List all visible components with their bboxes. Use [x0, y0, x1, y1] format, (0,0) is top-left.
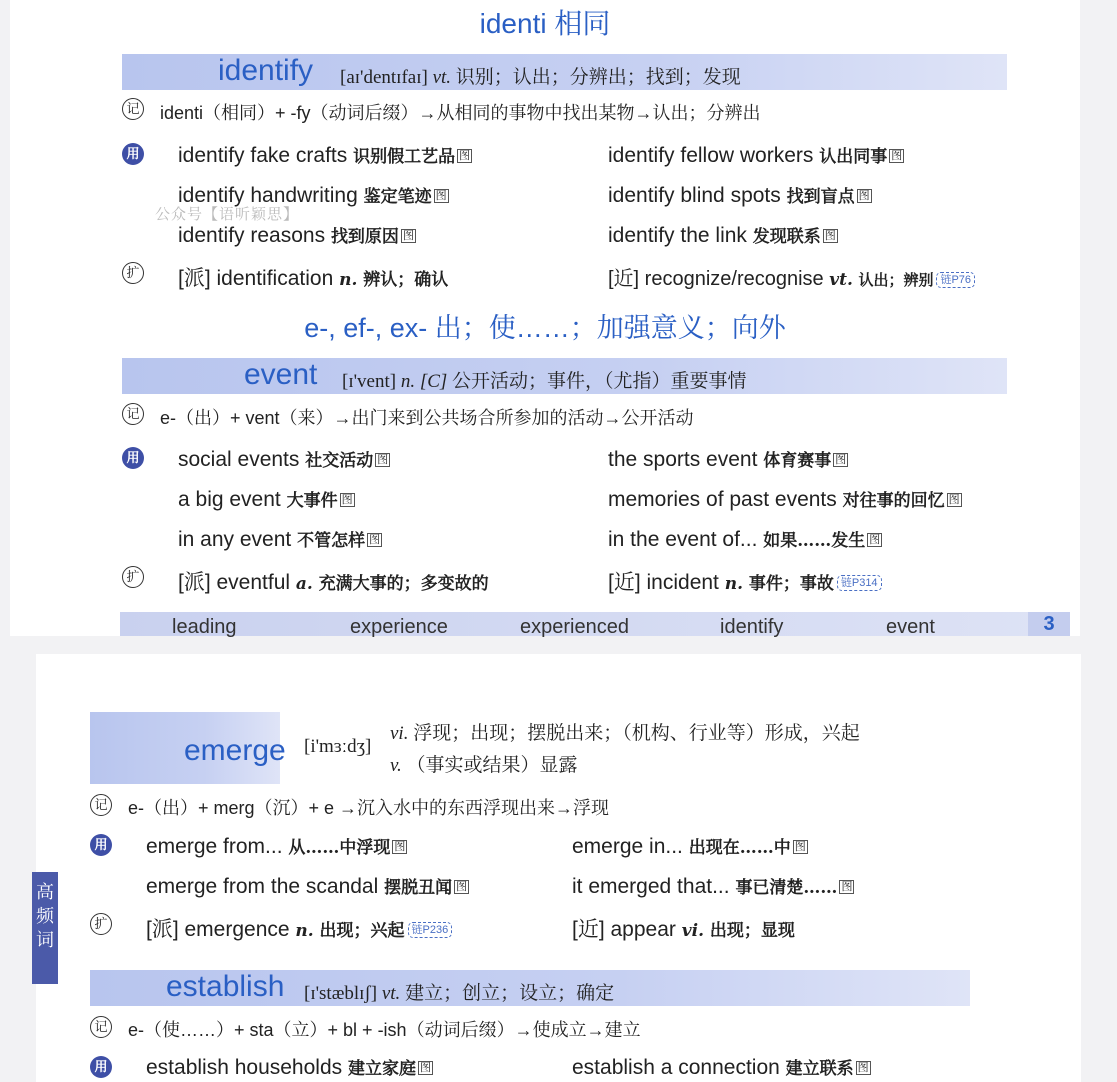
etymology-emerge: e-（出）+ merg（沉）+ e →沉入水中的东西浮现出来→浮现: [128, 798, 610, 818]
part-of-speech: v.: [390, 755, 402, 776]
phonetic: [ɪ'stæblɪʃ]: [304, 983, 378, 1004]
usage-item: identify blind spots 找到盲点 图: [608, 184, 870, 207]
identify-definition: [340, 62, 741, 89]
usage-item: emerge from... 从……中浮现 图: [146, 835, 406, 858]
side-tab-high-frequency: 高 频 词: [32, 872, 58, 984]
emerge-meaning-1: vi. 浮现；出现；摆脱出来；（机构、行业等）形成，兴起: [390, 722, 860, 744]
footer-word: identify: [720, 616, 784, 638]
headword-identify: identify: [218, 54, 314, 87]
footer-word: event: [886, 616, 935, 638]
headword-event: event: [244, 358, 318, 391]
near-synonym: [近] incident n. 事件；事故 链P314: [608, 566, 882, 596]
part-of-speech: n. [C]: [400, 371, 448, 392]
phonetic: [aɪ'dentɪfaɪ]: [340, 67, 428, 88]
memory-icon: 记: [122, 98, 144, 120]
usage-item: establish a connection 建立联系 图: [572, 1056, 869, 1079]
page-reference: 链P236: [408, 922, 453, 938]
usage-icon: 用: [90, 834, 112, 856]
page-reference: 链P76: [936, 272, 975, 288]
derived-word: [派] eventful a. 充满大事的；多变故的: [178, 571, 489, 594]
usage-item: a big event 大事件 图: [178, 488, 353, 511]
page-top: [10, 0, 1080, 636]
memory-icon: 记: [122, 403, 144, 425]
usage-item: identify reasons 找到原因 图: [178, 224, 414, 247]
part-of-speech: vt.: [432, 67, 452, 88]
meaning: 建立；创立；设立；确定: [405, 982, 615, 1004]
headword-emerge: emerge: [184, 734, 286, 767]
etymology-identify: identi（相同）+ -fy（动词后缀）→从相同的事物中找出某物→认出；分辨出: [160, 103, 761, 123]
footer-word: experience: [350, 616, 448, 638]
etymology-establish: e-（使……）+ sta（立）+ bl + -ish（动词后缀）→使成立→建立: [128, 1020, 641, 1040]
footer-word: leading: [172, 616, 237, 638]
usage-item: the sports event 体育赛事 图: [608, 448, 847, 471]
extension-icon: 扩: [90, 913, 112, 935]
meaning: 公开活动；事件，（尤指）重要事情: [452, 370, 747, 392]
extension-icon: 扩: [122, 262, 144, 284]
usage-item: memories of past events 对往事的回忆 图: [608, 488, 960, 511]
phonetic: [i'mɜːdʒ]: [304, 736, 372, 757]
event-definition: [342, 366, 747, 393]
usage-item: identify fellow workers 认出同事 图: [608, 144, 903, 167]
page-number: 3: [1028, 612, 1070, 636]
usage-item: emerge from the scandal 摆脱丑闻 图: [146, 875, 468, 898]
footer-word: experienced: [520, 616, 629, 638]
section-title-identi: identi 相同: [479, 8, 611, 39]
part-of-speech: vt.: [381, 983, 401, 1004]
usage-icon: 用: [122, 143, 144, 165]
page-reference: 链P314: [837, 575, 882, 591]
usage-item: identify the link 发现联系 图: [608, 224, 836, 247]
usage-item: identify handwriting 鉴定笔迹 图: [178, 184, 447, 207]
usage-icon: 用: [90, 1056, 112, 1078]
watermark-text: 公众号【语听颖思】: [155, 206, 300, 223]
usage-item: in the event of... 如果……发生 图: [608, 528, 881, 551]
derived-word: [派] identification n. 辨认；确认: [178, 267, 449, 290]
page-bottom: [36, 654, 1081, 1082]
section-title-e-prefix: e-, ef-, ex- 出；使……；加强意义；向外: [304, 313, 786, 343]
establish-definition: [304, 978, 614, 1005]
near-synonym: [近] appear vi. 出现；显现: [572, 918, 795, 941]
usage-item: emerge in... 出现在……中 图: [572, 835, 806, 858]
derived-word: [派] emergence n. 出现；兴起 链P236: [146, 913, 452, 943]
usage-item: identify fake crafts 识别假工艺品 图: [178, 144, 471, 167]
memory-icon: 记: [90, 794, 112, 816]
usage-item: in any event 不管怎样 图: [178, 528, 381, 551]
headword-establish: establish: [166, 970, 285, 1003]
meaning: 识别；认出；分辨出；找到；发现: [455, 66, 741, 88]
memory-icon: 记: [90, 1016, 112, 1038]
phonetic: [ɪ'vent]: [342, 371, 397, 392]
usage-item: it emerged that... 事已清楚…… 图: [572, 875, 853, 898]
extension-icon: 扩: [122, 566, 144, 588]
footer-word-strip: [120, 612, 1040, 636]
usage-icon: 用: [122, 447, 144, 469]
usage-item: establish households 建立家庭 图: [146, 1056, 431, 1079]
usage-item: social events 社交活动 图: [178, 448, 389, 471]
near-synonym: [近] recognize/recognise vt. 认出；辨别 链P76: [608, 262, 975, 291]
etymology-event: e-（出）+ vent（来）→出门来到公共场合所参加的活动→公开活动: [160, 408, 694, 428]
emerge-meaning-2: v. （事实或结果）显露: [390, 754, 578, 776]
part-of-speech: vi.: [390, 723, 409, 744]
